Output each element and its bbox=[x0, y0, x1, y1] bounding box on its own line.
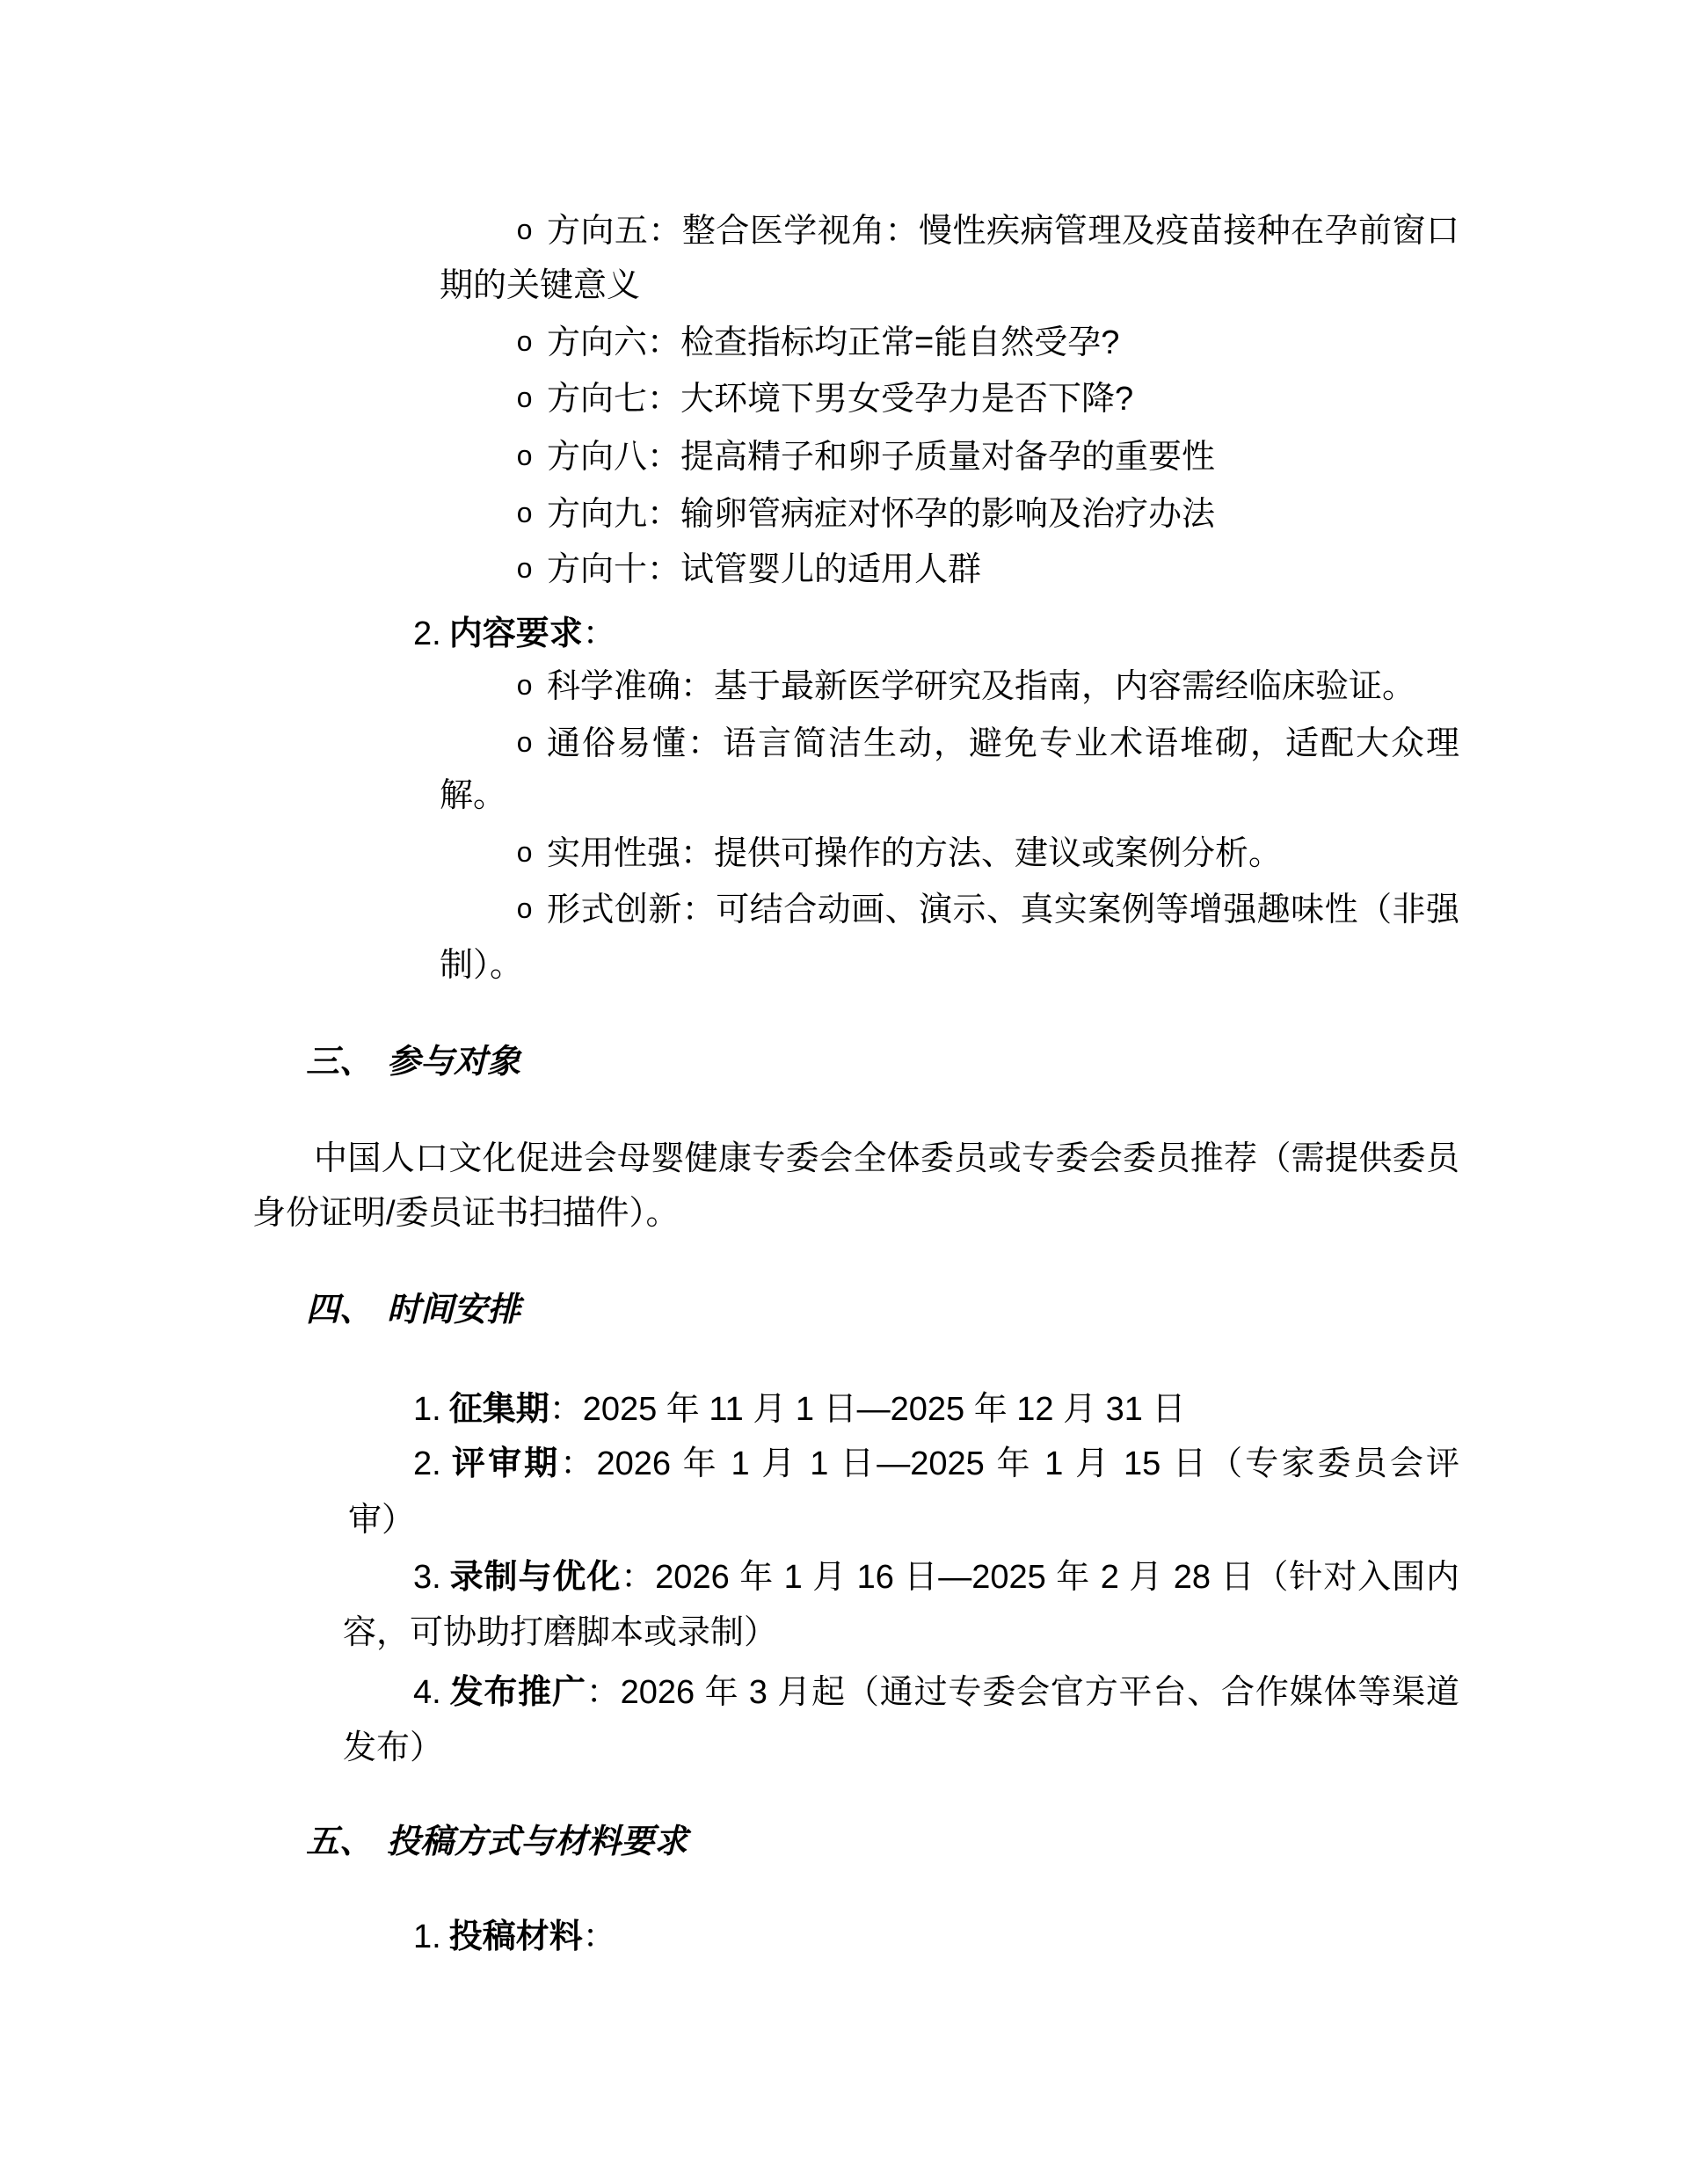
item-text: ：2026 年 1 月 16 日—2025 年 2 月 28 日（针对入围内 bbox=[621, 1559, 1459, 1596]
direction-item-7: 方向七：大环境下男女受孕力是否下降? bbox=[547, 381, 1134, 418]
item-label: 评审期 bbox=[448, 1445, 561, 1482]
item-number: 4. bbox=[413, 1674, 441, 1711]
item-colon: ： bbox=[582, 1918, 616, 1955]
list-bullet-icon: o bbox=[516, 671, 534, 703]
list-bullet-icon: o bbox=[516, 383, 534, 416]
section-title: 时间安排 bbox=[387, 1292, 521, 1329]
direction-item-5-line2: 期的关键意义 bbox=[440, 267, 641, 304]
item-number: 2. bbox=[413, 1445, 441, 1482]
submission-item-1 bbox=[413, 1909, 616, 1966]
list-bullet-icon: o bbox=[516, 838, 534, 870]
section-heading-submission bbox=[306, 1814, 688, 1871]
requirement-item-2-line2: 解。 bbox=[440, 777, 507, 814]
requirement-item-4-line1: 形式创新：可结合动画、演示、真实案例等增强趣味性（非强 bbox=[547, 892, 1459, 928]
requirement-item-1: 科学准确：基于最新医学研究及指南，内容需经临床验证。 bbox=[547, 668, 1416, 705]
content-requirements-heading bbox=[413, 606, 616, 663]
item-number: 1. bbox=[413, 1918, 441, 1955]
schedule-item-4-line2: 发布） bbox=[343, 1729, 444, 1766]
direction-item-9: 方向九：输卵管病症对怀孕的影响及治疗办法 bbox=[547, 496, 1216, 533]
item-number: 2. bbox=[413, 615, 441, 652]
participants-paragraph-line1: 中国人口文化促进会母婴健康专委会全体委员或专委会委员推荐（需提供委员 bbox=[314, 1140, 1459, 1177]
list-bullet-icon: o bbox=[516, 554, 534, 586]
direction-item-10: 方向十：试管婴儿的适用人群 bbox=[547, 551, 982, 588]
section-number: 五、 bbox=[306, 1824, 374, 1860]
requirement-item-4-line2: 制）。 bbox=[440, 947, 524, 984]
section-title: 投稿方式与材料要求 bbox=[387, 1824, 688, 1860]
schedule-item-3-line1 bbox=[413, 1549, 1459, 1606]
item-text: ：2026 年 3 月起（通过专委会官方平台、合作媒体等渠道 bbox=[586, 1674, 1459, 1711]
item-label: 征集期 bbox=[448, 1391, 549, 1428]
item-label: 内容要求 bbox=[448, 615, 583, 652]
item-label: 投稿材料 bbox=[448, 1918, 583, 1955]
item-label: 发布推广 bbox=[448, 1674, 586, 1711]
schedule-item-4-line1 bbox=[413, 1664, 1459, 1722]
direction-item-6: 方向六：检查指标均正常=能自然受孕? bbox=[547, 324, 1120, 361]
list-bullet-icon: o bbox=[516, 215, 534, 248]
direction-item-8: 方向八：提高精子和卵子质量对备孕的重要性 bbox=[547, 439, 1216, 476]
list-bullet-icon: o bbox=[516, 894, 534, 927]
item-text: ：2025 年 11 月 1 日—2025 年 12 月 31 日 bbox=[549, 1391, 1186, 1428]
schedule-item-2-line1 bbox=[413, 1436, 1459, 1493]
item-number: 3. bbox=[413, 1559, 441, 1596]
list-bullet-icon: o bbox=[516, 441, 534, 474]
section-number: 四、 bbox=[306, 1292, 374, 1329]
list-bullet-icon: o bbox=[516, 327, 534, 360]
item-label: 录制与优化 bbox=[448, 1559, 622, 1596]
list-bullet-icon: o bbox=[516, 728, 534, 761]
direction-item-5-line1: 方向五：整合医学视角：慢性疾病管理及疫苗接种在孕前窗口 bbox=[547, 213, 1459, 250]
requirement-item-3: 实用性强：提供可操作的方法、建议或案例分析。 bbox=[547, 835, 1283, 872]
schedule-item-3-line2: 容，可协助打磨脚本或录制） bbox=[343, 1614, 778, 1651]
item-colon: ： bbox=[582, 615, 616, 652]
requirement-item-2-line1: 通俗易懂：语言简洁生动，避免专业术语堆砌，适配大众理 bbox=[547, 725, 1459, 762]
section-heading-participants bbox=[306, 1034, 520, 1091]
section-number: 三、 bbox=[306, 1044, 374, 1081]
schedule-item-1 bbox=[413, 1381, 1185, 1438]
section-title: 参与对象 bbox=[387, 1044, 521, 1081]
participants-paragraph-line2: 身份证明/委员证书扫描件）。 bbox=[252, 1195, 680, 1232]
section-heading-schedule bbox=[306, 1282, 520, 1339]
item-number: 1. bbox=[413, 1391, 441, 1428]
list-bullet-icon: o bbox=[516, 499, 534, 531]
item-text: ：2026 年 1 月 1 日—2025 年 1 月 15 日（专家委员会评 bbox=[560, 1445, 1459, 1482]
schedule-item-2-line2: 审） bbox=[348, 1502, 416, 1539]
